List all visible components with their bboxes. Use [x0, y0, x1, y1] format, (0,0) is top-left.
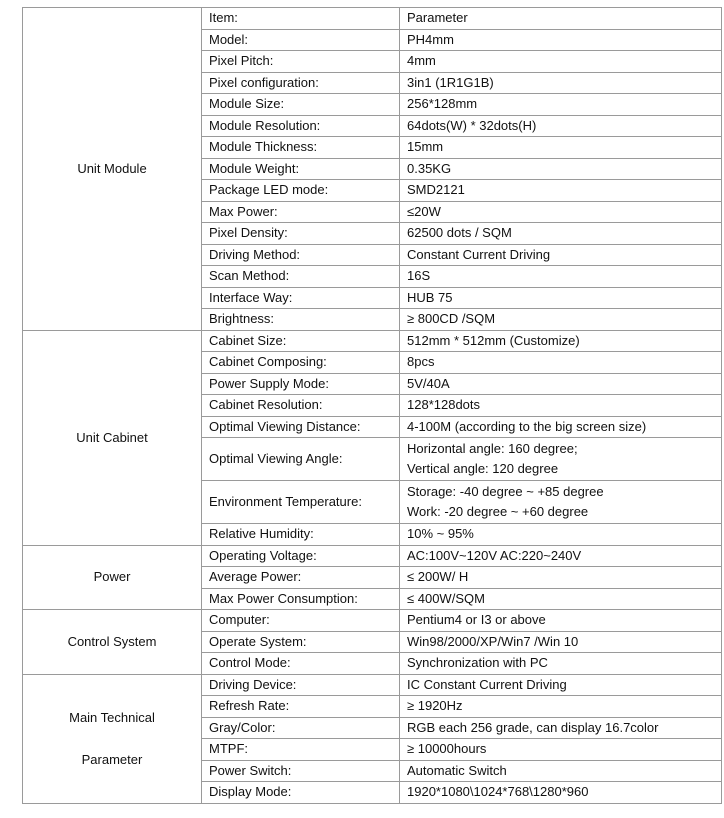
category-cell — [23, 330, 202, 545]
parameter-value — [400, 438, 722, 481]
parameter-value — [400, 416, 722, 438]
parameter-value — [400, 588, 722, 610]
parameter-value — [400, 760, 722, 782]
item-label: Driving Method: — [202, 244, 400, 266]
table-row — [23, 545, 722, 567]
parameter-value — [400, 782, 722, 804]
item-label: Driving Device: — [202, 674, 400, 696]
item-label: Environment Temperature: — [202, 481, 400, 524]
item-label: Refresh Rate: — [202, 696, 400, 718]
parameter-line: 64dots(W) * 32dots(H) — [407, 117, 537, 133]
category-cell — [23, 674, 202, 803]
parameter-line: Synchronization with PC — [407, 655, 548, 670]
item-label: Operating Voltage: — [202, 545, 400, 567]
category-label: Main Technical — [69, 709, 155, 725]
parameter-line: Win98/2000/XP/Win7 /Win 10 — [407, 633, 579, 649]
item-label: Optimal Viewing Angle: — [202, 438, 400, 481]
parameter-line: HUB 75 — [407, 289, 453, 305]
parameter-value — [400, 8, 722, 30]
item-label: Operate System: — [202, 631, 400, 653]
parameter-line: RGB each 256 grade, can display 16.7color — [407, 719, 659, 735]
item-label: Cabinet Size: — [202, 330, 400, 352]
table-row — [23, 330, 722, 352]
parameter-value — [400, 287, 722, 309]
parameter-value — [400, 330, 722, 352]
parameter-line: IC Constant Current Driving — [407, 676, 567, 692]
item-label: Package LED mode: — [202, 180, 400, 202]
category-label: Control System — [67, 633, 157, 649]
item-label: Power Supply Mode: — [202, 373, 400, 395]
parameter-value — [400, 610, 722, 632]
parameter-line: ≤ 400W/SQM — [407, 590, 485, 606]
table-row — [23, 610, 722, 632]
item-label: Display Mode: — [202, 782, 400, 804]
item-label: Brightness: — [202, 309, 400, 331]
item-label: Interface Way: — [202, 287, 400, 309]
parameter-value — [400, 137, 722, 159]
item-label: Computer: — [202, 610, 400, 632]
parameter-line: 128*128dots — [407, 397, 481, 412]
item-label: Cabinet Resolution: — [202, 395, 400, 417]
table-row — [23, 8, 722, 30]
parameter-value — [400, 653, 722, 675]
parameter-value — [400, 72, 722, 94]
parameter-line: 512mm * 512mm (Customize) — [407, 332, 580, 348]
item-label: Model: — [202, 29, 400, 51]
parameter-value — [400, 739, 722, 761]
item-label: Max Power Consumption: — [202, 588, 400, 610]
parameter-line: 16S — [407, 268, 431, 283]
parameter-value — [400, 29, 722, 51]
item-label: Module Weight: — [202, 158, 400, 180]
parameter-line: Horizontal angle: 160 degree; — [407, 440, 578, 456]
parameter-value — [400, 180, 722, 202]
parameter-line: 256*128mm — [407, 96, 478, 111]
category-cell — [23, 8, 202, 331]
parameter-line: Parameter — [407, 10, 468, 25]
parameter-value — [400, 94, 722, 116]
item-label: Optimal Viewing Distance: — [202, 416, 400, 438]
parameter-value — [400, 266, 722, 288]
parameter-line: Vertical angle: 120 degree — [407, 461, 559, 476]
parameter-value — [400, 373, 722, 395]
spec-table — [22, 7, 722, 804]
parameter-line: 1920*1080\1024*768\1280*960 — [407, 784, 589, 799]
item-label: Control Mode: — [202, 653, 400, 675]
item-label: Power Switch: — [202, 760, 400, 782]
parameter-line: SMD2121 — [407, 182, 465, 197]
parameter-value — [400, 567, 722, 589]
parameter-value — [400, 115, 722, 137]
parameter-value — [400, 631, 722, 653]
parameter-value — [400, 395, 722, 417]
parameter-line: ≥ 800CD /SQM — [407, 311, 496, 326]
item-label: Gray/Color: — [202, 717, 400, 739]
parameter-value — [400, 545, 722, 567]
parameter-line: Pentium4 or I3 or above — [407, 612, 546, 627]
parameter-line: 8pcs — [407, 354, 435, 369]
parameter-line: ≤ 200W/ H — [407, 569, 469, 584]
parameter-line: 4-100M (according to the big screen size) — [407, 418, 647, 434]
item-label: Scan Method: — [202, 266, 400, 288]
item-label: Module Resolution: — [202, 115, 400, 137]
item-label: Pixel Density: — [202, 223, 400, 245]
item-label: Module Size: — [202, 94, 400, 116]
parameter-line: Storage: -40 degree ~ +85 degree — [407, 483, 604, 499]
parameter-line: ≥ 1920Hz — [407, 698, 463, 713]
parameter-line: ≤20W — [407, 203, 441, 219]
parameter-value — [400, 352, 722, 374]
item-label: Module Thickness: — [202, 137, 400, 159]
item-label: Cabinet Composing: — [202, 352, 400, 374]
table-row — [23, 674, 722, 696]
spec-table-body — [23, 8, 722, 804]
parameter-line: AC:100V~120V AC:220~240V — [407, 547, 582, 563]
parameter-line: PH4mm — [407, 31, 454, 47]
parameter-line: Automatic Switch — [407, 762, 507, 778]
parameter-value — [400, 717, 722, 739]
parameter-value — [400, 223, 722, 245]
parameter-line: 10% ~ 95% — [407, 526, 474, 541]
category-label: Unit Module — [77, 160, 147, 176]
parameter-value — [400, 244, 722, 266]
parameter-value — [400, 309, 722, 331]
parameter-line: 62500 dots / SQM — [407, 225, 512, 240]
parameter-value — [400, 201, 722, 223]
category-label: Unit Cabinet — [76, 429, 148, 445]
parameter-line: 5V/40A — [407, 375, 450, 391]
item-label: MTPF: — [202, 739, 400, 761]
parameter-value — [400, 158, 722, 180]
parameter-line: Work: -20 degree ~ +60 degree — [407, 504, 589, 519]
category-label: Power — [93, 569, 131, 585]
item-label: Pixel configuration: — [202, 72, 400, 94]
item-label: Average Power: — [202, 567, 400, 589]
parameter-value — [400, 674, 722, 696]
parameter-line: 15mm — [407, 139, 444, 154]
parameter-line: 3in1 (1R1G1B) — [407, 74, 494, 90]
item-label: Pixel Pitch: — [202, 51, 400, 73]
item-label: Relative Humidity: — [202, 524, 400, 546]
parameter-value — [400, 524, 722, 546]
parameter-value — [400, 696, 722, 718]
category-cell — [23, 610, 202, 675]
parameter-line: 4mm — [407, 53, 436, 68]
category-cell — [23, 545, 202, 610]
item-label: Item: — [202, 8, 400, 30]
parameter-line: Constant Current Driving — [407, 246, 551, 262]
parameter-line: 0.35KG — [407, 160, 452, 176]
parameter-value — [400, 481, 722, 524]
parameter-value — [400, 51, 722, 73]
category-label: Parameter — [81, 751, 143, 767]
item-label: Max Power: — [202, 201, 400, 223]
parameter-line: ≥ 10000hours — [407, 741, 487, 756]
